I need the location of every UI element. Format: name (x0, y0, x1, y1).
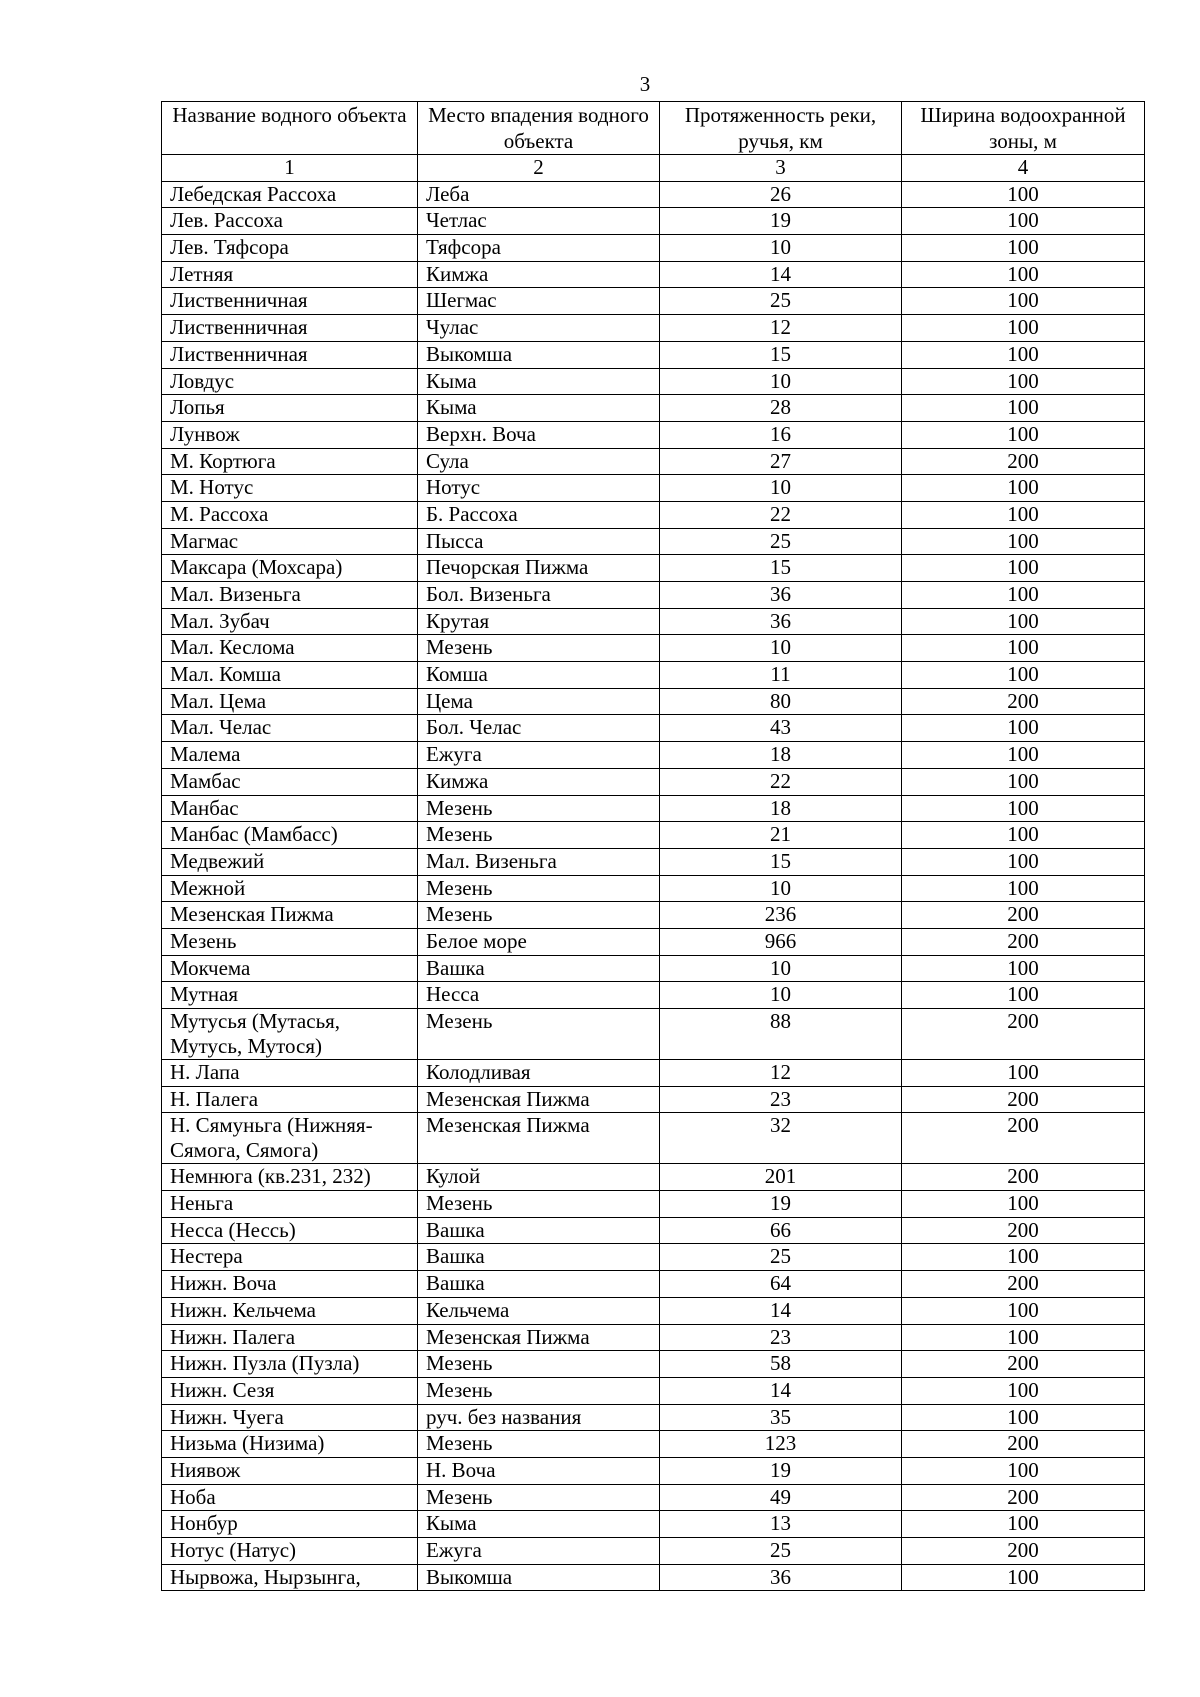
cell-zone-width-m: 200 (902, 1217, 1145, 1244)
cell-water-body-name: Межной (162, 875, 418, 902)
table-row (162, 181, 1145, 208)
cell-zone-width-m: 100 (902, 1191, 1145, 1218)
cell-length-km: 23 (660, 1086, 902, 1113)
cell-zone-width-m: 100 (902, 1060, 1145, 1087)
cell-length-km: 80 (660, 688, 902, 715)
cell-zone-width-m: 200 (902, 1086, 1145, 1113)
cell-zone-width-m: 100 (902, 955, 1145, 982)
cell-mouth-location: Цема (418, 688, 660, 715)
table-row (162, 875, 1145, 902)
cell-zone-width-m: 100 (902, 982, 1145, 1009)
cell-water-body-name: Нижн. Сезя (162, 1377, 418, 1404)
cell-length-km: 25 (660, 1538, 902, 1565)
table-row (162, 261, 1145, 288)
cell-water-body-name: Лопья (162, 395, 418, 422)
cell-zone-width-m: 200 (902, 1009, 1145, 1060)
cell-zone-width-m: 100 (902, 608, 1145, 635)
cell-zone-width-m: 100 (902, 1564, 1145, 1591)
cell-length-km: 15 (660, 848, 902, 875)
cell-mouth-location: Кимжа (418, 768, 660, 795)
cell-mouth-location: Мезень (418, 795, 660, 822)
table-row (162, 1164, 1145, 1191)
cell-length-km: 966 (660, 928, 902, 955)
cell-zone-width-m: 200 (902, 902, 1145, 929)
cell-water-body-name: Мутусья (Мутасья, Мутусь, Мутося) (162, 1009, 418, 1060)
table-row (162, 1484, 1145, 1511)
cell-zone-width-m: 100 (902, 501, 1145, 528)
cell-mouth-location: Мезень (418, 1431, 660, 1458)
cell-length-km: 10 (660, 635, 902, 662)
cell-mouth-location: Ежуга (418, 1538, 660, 1565)
table-row (162, 208, 1145, 235)
cell-water-body-name: Мал. Цема (162, 688, 418, 715)
cell-mouth-location: Верхн. Воча (418, 421, 660, 448)
cell-length-km: 36 (660, 1564, 902, 1591)
cell-length-km: 12 (660, 1060, 902, 1087)
cell-mouth-location: Тяфсора (418, 235, 660, 262)
cell-length-km: 49 (660, 1484, 902, 1511)
cell-length-km: 13 (660, 1511, 902, 1538)
cell-water-body-name: Лиственничная (162, 315, 418, 342)
cell-length-km: 201 (660, 1164, 902, 1191)
cell-mouth-location: Нотус (418, 475, 660, 502)
table-row (162, 982, 1145, 1009)
cell-mouth-location: Бол. Челас (418, 715, 660, 742)
cell-zone-width-m: 200 (902, 1164, 1145, 1191)
cell-mouth-location: Б. Рассоха (418, 501, 660, 528)
cell-length-km: 58 (660, 1351, 902, 1378)
cell-length-km: 36 (660, 582, 902, 609)
cell-mouth-location: Ежуга (418, 742, 660, 769)
table-row (162, 288, 1145, 315)
cell-water-body-name: Лев. Тяфсора (162, 235, 418, 262)
cell-water-body-name: Магмас (162, 528, 418, 555)
cell-water-body-name: Летняя (162, 261, 418, 288)
cell-mouth-location: Вашка (418, 1271, 660, 1298)
cell-water-body-name: Нижн. Чуега (162, 1404, 418, 1431)
cell-water-body-name: Мал. Кеслома (162, 635, 418, 662)
table-row (162, 795, 1145, 822)
table-row (162, 662, 1145, 689)
cell-mouth-location: Четлас (418, 208, 660, 235)
cell-length-km: 123 (660, 1431, 902, 1458)
cell-water-body-name: Лунвож (162, 421, 418, 448)
cell-mouth-location: Мезень (418, 1351, 660, 1378)
cell-mouth-location: руч. без названия (418, 1404, 660, 1431)
header-zone-width: Ширина водоохранной зоны, м (902, 102, 1145, 155)
cell-length-km: 25 (660, 288, 902, 315)
cell-zone-width-m: 100 (902, 475, 1145, 502)
table-row (162, 715, 1145, 742)
cell-length-km: 10 (660, 368, 902, 395)
header-mouth: Место впадения водного объекта (418, 102, 660, 155)
cell-water-body-name: Лиственничная (162, 341, 418, 368)
cell-water-body-name: Медвежий (162, 848, 418, 875)
cell-mouth-location: Выкомша (418, 1564, 660, 1591)
cell-mouth-location: Бол. Визеньга (418, 582, 660, 609)
cell-water-body-name: Манбас (Мамбасс) (162, 822, 418, 849)
cell-water-body-name: Низьма (Низима) (162, 1431, 418, 1458)
cell-length-km: 32 (660, 1113, 902, 1164)
cell-zone-width-m: 100 (902, 875, 1145, 902)
cell-length-km: 22 (660, 501, 902, 528)
cell-mouth-location: Кимжа (418, 261, 660, 288)
cell-water-body-name: Ловдус (162, 368, 418, 395)
cell-zone-width-m: 100 (902, 742, 1145, 769)
cell-zone-width-m: 100 (902, 1244, 1145, 1271)
cell-zone-width-m: 200 (902, 1484, 1145, 1511)
cell-mouth-location: Мезенская Пижма (418, 1113, 660, 1164)
table-row (162, 902, 1145, 929)
cell-water-body-name: Мамбас (162, 768, 418, 795)
cell-water-body-name: Мокчема (162, 955, 418, 982)
cell-mouth-location: Мезень (418, 1009, 660, 1060)
cell-zone-width-m: 100 (902, 315, 1145, 342)
cell-water-body-name: Максара (Мохсара) (162, 555, 418, 582)
cell-mouth-location: Мал. Визеньга (418, 848, 660, 875)
column-number: 2 (418, 155, 660, 182)
cell-length-km: 11 (660, 662, 902, 689)
cell-water-body-name: Несса (Нессь) (162, 1217, 418, 1244)
cell-length-km: 14 (660, 1297, 902, 1324)
table-row (162, 1060, 1145, 1087)
cell-zone-width-m: 200 (902, 928, 1145, 955)
cell-length-km: 12 (660, 315, 902, 342)
table-row (162, 1457, 1145, 1484)
cell-length-km: 18 (660, 742, 902, 769)
table-row (162, 1431, 1145, 1458)
table-row (162, 1538, 1145, 1565)
cell-water-body-name: Нижн. Палега (162, 1324, 418, 1351)
cell-length-km: 22 (660, 768, 902, 795)
table-row (162, 635, 1145, 662)
cell-water-body-name: Манбас (162, 795, 418, 822)
table-row (162, 1244, 1145, 1271)
table-body (162, 155, 1145, 1591)
cell-zone-width-m: 200 (902, 1271, 1145, 1298)
table-row (162, 688, 1145, 715)
cell-length-km: 25 (660, 528, 902, 555)
table-row (162, 341, 1145, 368)
cell-mouth-location: Леба (418, 181, 660, 208)
cell-length-km: 10 (660, 475, 902, 502)
cell-length-km: 15 (660, 341, 902, 368)
cell-length-km: 21 (660, 822, 902, 849)
table-row (162, 1511, 1145, 1538)
cell-water-body-name: Н. Лапа (162, 1060, 418, 1087)
cell-water-body-name: Мал. Зубач (162, 608, 418, 635)
cell-mouth-location: Мезенская Пижма (418, 1324, 660, 1351)
cell-water-body-name: Нотус (Натус) (162, 1538, 418, 1565)
cell-zone-width-m: 100 (902, 1457, 1145, 1484)
cell-water-body-name: М. Кортюга (162, 448, 418, 475)
cell-mouth-location: Мезень (418, 1377, 660, 1404)
cell-zone-width-m: 100 (902, 208, 1145, 235)
cell-water-body-name: Лебедская Рассоха (162, 181, 418, 208)
table-row (162, 235, 1145, 262)
cell-mouth-location: Кыма (418, 368, 660, 395)
cell-zone-width-m: 100 (902, 662, 1145, 689)
cell-water-body-name: Мал. Челас (162, 715, 418, 742)
cell-water-body-name: Нижн. Кельчема (162, 1297, 418, 1324)
cell-length-km: 19 (660, 1191, 902, 1218)
cell-mouth-location: Вашка (418, 955, 660, 982)
cell-mouth-location: Белое море (418, 928, 660, 955)
header-length: Протяженность реки, ручья, км (660, 102, 902, 155)
cell-length-km: 36 (660, 608, 902, 635)
cell-water-body-name: Малема (162, 742, 418, 769)
cell-zone-width-m: 100 (902, 395, 1145, 422)
cell-water-body-name: Мезенская Пижма (162, 902, 418, 929)
cell-water-body-name: Немнюга (кв.231, 232) (162, 1164, 418, 1191)
cell-zone-width-m: 100 (902, 1404, 1145, 1431)
cell-mouth-location: Мезень (418, 875, 660, 902)
cell-mouth-location: Пысса (418, 528, 660, 555)
cell-zone-width-m: 100 (902, 1324, 1145, 1351)
cell-zone-width-m: 100 (902, 715, 1145, 742)
cell-zone-width-m: 100 (902, 421, 1145, 448)
table-row (162, 555, 1145, 582)
cell-water-body-name: Нижн. Пузла (Пузла) (162, 1351, 418, 1378)
cell-length-km: 14 (660, 261, 902, 288)
cell-zone-width-m: 100 (902, 635, 1145, 662)
column-number: 3 (660, 155, 902, 182)
cell-zone-width-m: 100 (902, 235, 1145, 262)
cell-water-body-name: М. Нотус (162, 475, 418, 502)
cell-water-body-name: Ниявож (162, 1457, 418, 1484)
cell-zone-width-m: 100 (902, 261, 1145, 288)
cell-length-km: 19 (660, 208, 902, 235)
cell-mouth-location: Несса (418, 982, 660, 1009)
cell-mouth-location: Мезень (418, 1484, 660, 1511)
cell-mouth-location: Комша (418, 662, 660, 689)
table-row (162, 395, 1145, 422)
table-header (162, 102, 1145, 155)
cell-mouth-location: Мезень (418, 635, 660, 662)
cell-zone-width-m: 100 (902, 555, 1145, 582)
cell-water-body-name: Нонбур (162, 1511, 418, 1538)
table-row (162, 1404, 1145, 1431)
cell-zone-width-m: 100 (902, 822, 1145, 849)
cell-zone-width-m: 200 (902, 1538, 1145, 1565)
cell-zone-width-m: 100 (902, 528, 1145, 555)
table-row (162, 448, 1145, 475)
cell-length-km: 16 (660, 421, 902, 448)
cell-length-km: 66 (660, 1217, 902, 1244)
cell-length-km: 18 (660, 795, 902, 822)
cell-mouth-location: Мезень (418, 1191, 660, 1218)
cell-length-km: 28 (660, 395, 902, 422)
cell-mouth-location: Кулой (418, 1164, 660, 1191)
cell-mouth-location: Колодливая (418, 1060, 660, 1087)
cell-length-km: 10 (660, 875, 902, 902)
cell-mouth-location: Кыма (418, 395, 660, 422)
table-row (162, 822, 1145, 849)
table-row (162, 955, 1145, 982)
cell-zone-width-m: 100 (902, 1511, 1145, 1538)
cell-zone-width-m: 100 (902, 848, 1145, 875)
table-row (162, 582, 1145, 609)
table-row (162, 1297, 1145, 1324)
cell-water-body-name: Ноба (162, 1484, 418, 1511)
table-row (162, 608, 1145, 635)
column-number: 1 (162, 155, 418, 182)
cell-zone-width-m: 100 (902, 768, 1145, 795)
cell-zone-width-m: 100 (902, 795, 1145, 822)
cell-water-body-name: Мутная (162, 982, 418, 1009)
cell-mouth-location: Мезенская Пижма (418, 1086, 660, 1113)
cell-length-km: 27 (660, 448, 902, 475)
cell-mouth-location: Н. Воча (418, 1457, 660, 1484)
cell-zone-width-m: 100 (902, 1297, 1145, 1324)
cell-length-km: 10 (660, 235, 902, 262)
cell-water-body-name: Лиственничная (162, 288, 418, 315)
cell-water-body-name: Нижн. Воча (162, 1271, 418, 1298)
cell-length-km: 26 (660, 181, 902, 208)
cell-water-body-name: Нестера (162, 1244, 418, 1271)
table-row (162, 742, 1145, 769)
table-row (162, 315, 1145, 342)
cell-mouth-location: Печорская Пижма (418, 555, 660, 582)
cell-zone-width-m: 200 (902, 1351, 1145, 1378)
table-row (162, 1113, 1145, 1164)
table-row (162, 528, 1145, 555)
cell-zone-width-m: 100 (902, 1377, 1145, 1404)
cell-water-body-name: Мал. Визеньга (162, 582, 418, 609)
cell-water-body-name: Мал. Комша (162, 662, 418, 689)
cell-length-km: 23 (660, 1324, 902, 1351)
cell-length-km: 35 (660, 1404, 902, 1431)
column-number-row (162, 155, 1145, 182)
cell-water-body-name: Н. Палега (162, 1086, 418, 1113)
cell-water-body-name: М. Рассоха (162, 501, 418, 528)
table-row (162, 1086, 1145, 1113)
cell-mouth-location: Кельчема (418, 1297, 660, 1324)
cell-mouth-location: Чулас (418, 315, 660, 342)
cell-zone-width-m: 100 (902, 181, 1145, 208)
table-row (162, 1377, 1145, 1404)
cell-water-body-name: Лев. Рассоха (162, 208, 418, 235)
cell-mouth-location: Мезень (418, 822, 660, 849)
table-row (162, 768, 1145, 795)
cell-water-body-name: Мезень (162, 928, 418, 955)
cell-length-km: 25 (660, 1244, 902, 1271)
cell-mouth-location: Мезень (418, 902, 660, 929)
table-row (162, 421, 1145, 448)
cell-length-km: 43 (660, 715, 902, 742)
table-row (162, 928, 1145, 955)
cell-mouth-location: Сула (418, 448, 660, 475)
table-row (162, 501, 1145, 528)
table-row (162, 848, 1145, 875)
table-row (162, 1564, 1145, 1591)
table-row (162, 1217, 1145, 1244)
cell-zone-width-m: 100 (902, 288, 1145, 315)
page-number: 3 (639, 72, 651, 96)
water-bodies-table (161, 101, 1145, 1591)
table-row (162, 1324, 1145, 1351)
table-row (162, 1009, 1145, 1060)
cell-zone-width-m: 200 (902, 448, 1145, 475)
cell-length-km: 15 (660, 555, 902, 582)
cell-zone-width-m: 100 (902, 368, 1145, 395)
table-row (162, 1271, 1145, 1298)
table-row (162, 368, 1145, 395)
cell-zone-width-m: 200 (902, 688, 1145, 715)
cell-mouth-location: Выкомша (418, 341, 660, 368)
table-row (162, 1351, 1145, 1378)
cell-mouth-location: Шегмас (418, 288, 660, 315)
cell-mouth-location: Вашка (418, 1244, 660, 1271)
cell-water-body-name: Неньга (162, 1191, 418, 1218)
cell-length-km: 19 (660, 1457, 902, 1484)
table-row (162, 1191, 1145, 1218)
cell-zone-width-m: 200 (902, 1431, 1145, 1458)
header-row (162, 102, 1145, 155)
column-number: 4 (902, 155, 1145, 182)
cell-zone-width-m: 100 (902, 341, 1145, 368)
cell-length-km: 14 (660, 1377, 902, 1404)
cell-mouth-location: Вашка (418, 1217, 660, 1244)
table-row (162, 475, 1145, 502)
cell-zone-width-m: 100 (902, 582, 1145, 609)
cell-length-km: 10 (660, 955, 902, 982)
cell-length-km: 236 (660, 902, 902, 929)
cell-mouth-location: Крутая (418, 608, 660, 635)
cell-length-km: 64 (660, 1271, 902, 1298)
cell-water-body-name: Н. Сямуньга (Нижняя-Сямога, Сямога) (162, 1113, 418, 1164)
cell-length-km: 88 (660, 1009, 902, 1060)
cell-water-body-name: Нырвожа, Нырзынга, (162, 1564, 418, 1591)
header-name: Название водного объекта (162, 102, 418, 155)
cell-length-km: 10 (660, 982, 902, 1009)
cell-zone-width-m: 200 (902, 1113, 1145, 1164)
cell-mouth-location: Кыма (418, 1511, 660, 1538)
